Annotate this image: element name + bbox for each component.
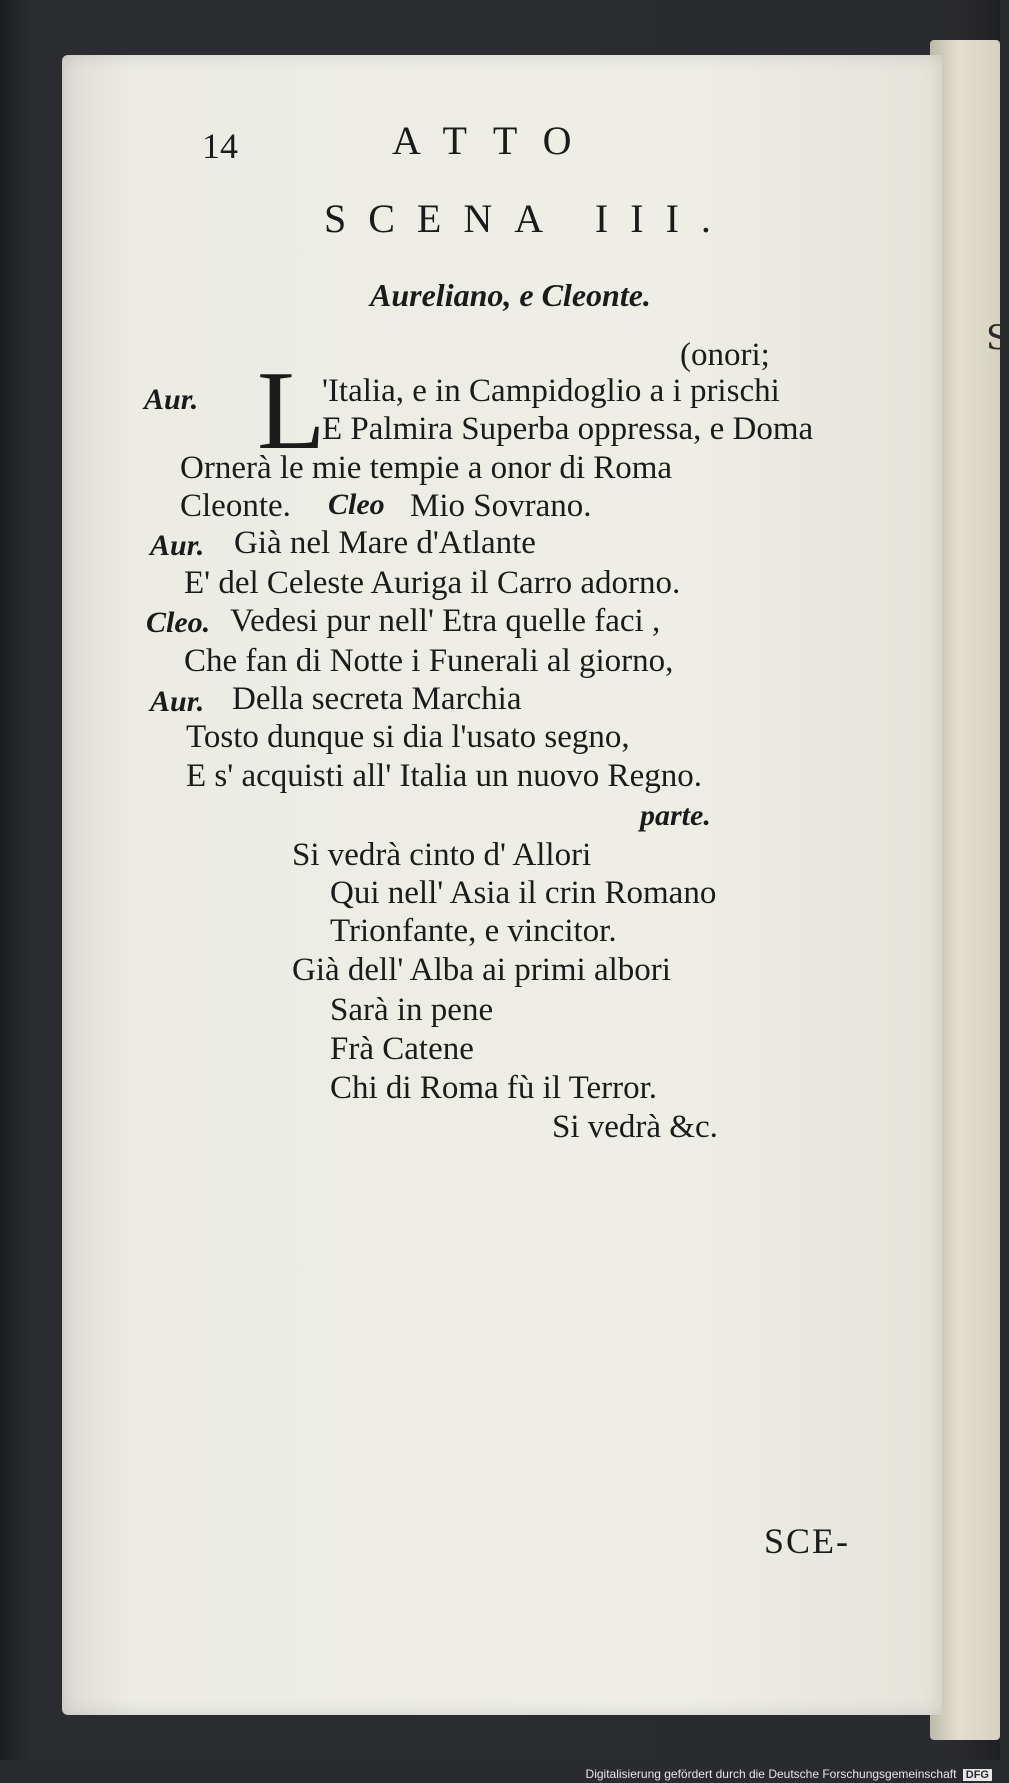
scene-title: SCENA III. bbox=[324, 196, 733, 241]
aria-line: Frà Catene bbox=[330, 1031, 474, 1067]
verse-line: Della secreta Marchia bbox=[232, 681, 522, 717]
credit-text: Digitalisierung gefördert durch die Deutsche Forschungsgemeinschaft bbox=[585, 1767, 957, 1781]
aria-line: Si vedrà &c. bbox=[552, 1109, 718, 1145]
aria-line: Qui nell' Asia il crin Romano bbox=[330, 875, 717, 911]
aria-line: Si vedrà cinto d' Allori bbox=[292, 837, 592, 873]
verse-line: Vedesi pur nell' Etra quelle faci , bbox=[230, 603, 661, 639]
running-header: ATTO bbox=[392, 118, 598, 163]
verse-line: E s' acquisti all' Italia un nuovo Regno. bbox=[186, 758, 702, 794]
verse-line: (onori; bbox=[680, 337, 770, 373]
speaker-label: Cleo bbox=[328, 488, 385, 521]
speaker-label: Aur. bbox=[144, 383, 199, 416]
speaker-label: Cleo. bbox=[146, 606, 211, 639]
speaker-label: Aur. bbox=[150, 529, 205, 562]
verse-line: Cleonte. bbox=[180, 488, 291, 524]
aria-line: Sarà in pene bbox=[330, 992, 494, 1028]
book-page bbox=[62, 55, 942, 1715]
verse-line: Ornerà le mie tempie a onor di Roma bbox=[180, 450, 673, 486]
speaker-label: Aur. bbox=[150, 685, 205, 718]
aria-line: Chi di Roma fù il Terror. bbox=[330, 1070, 658, 1106]
verse-line: 'Italia, e in Campidoglio a i prischi bbox=[322, 373, 780, 409]
verse-line: Tosto dunque si dia l'usato segno, bbox=[186, 719, 630, 755]
verse-line: E' del Celeste Auriga il Carro adorno. bbox=[184, 565, 681, 601]
verse-line: Mio Sovrano. bbox=[410, 488, 592, 524]
dfg-logo: DFG bbox=[963, 1769, 992, 1781]
page-number: 14 bbox=[202, 126, 238, 166]
aria-line: Già dell' Alba ai primi albori bbox=[292, 952, 671, 988]
facing-page-glyph: S bbox=[986, 318, 1009, 358]
aria-line: Trionfante, e vincitor. bbox=[330, 913, 617, 949]
verse-line: Che fan di Notte i Funerali al giorno, bbox=[184, 643, 674, 679]
verse-line: Già nel Mare d'Atlante bbox=[234, 525, 536, 561]
catchword: SCE- bbox=[764, 1521, 851, 1561]
stage-direction: parte. bbox=[640, 799, 711, 832]
digitization-credit bbox=[586, 1767, 992, 1781]
characters-heading: Aureliano, e Cleonte. bbox=[370, 277, 651, 313]
drop-cap: L bbox=[257, 349, 326, 473]
verse-line: E Palmira Superba oppressa, e Doma bbox=[322, 411, 814, 447]
